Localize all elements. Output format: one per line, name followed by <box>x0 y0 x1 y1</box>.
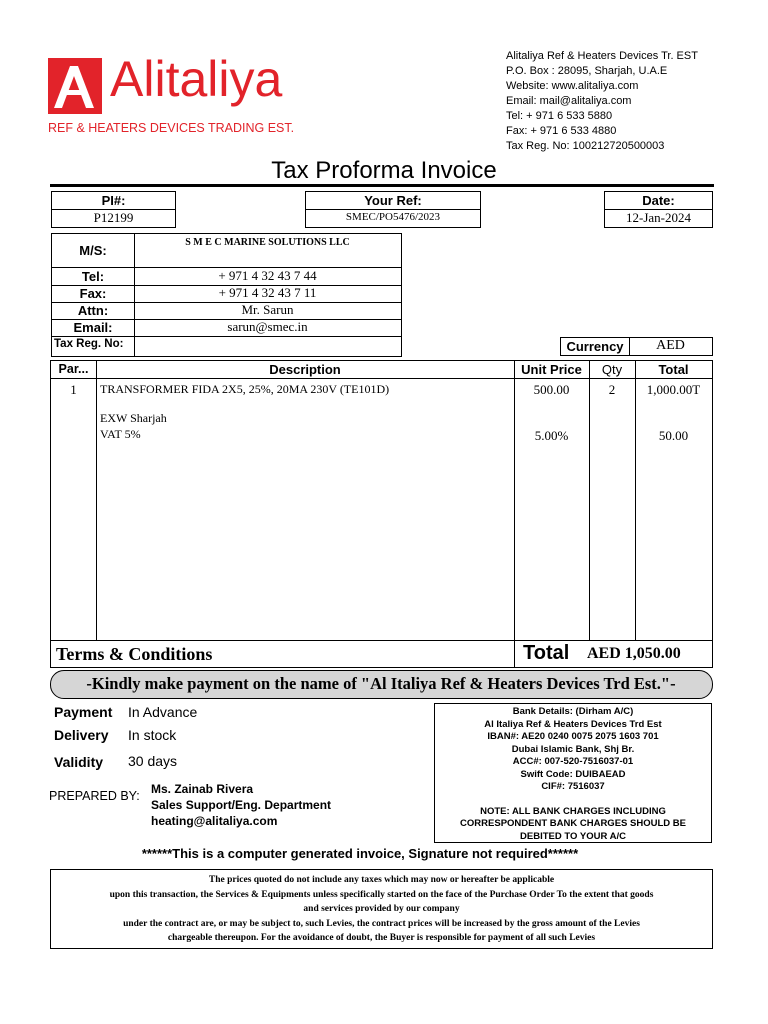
pi-value: P12199 <box>93 210 134 225</box>
row-part: 1 <box>70 382 77 397</box>
tel-value: + 971 4 32 43 7 44 <box>218 268 317 283</box>
currency-label: Currency <box>566 339 624 354</box>
attn-label: Attn: <box>77 303 109 318</box>
bank-line: Bank Details: (Dirham A/C) <box>512 706 634 717</box>
disclaimer-line: The prices quoted do not include any taxes which may now or hereafter be applicable <box>208 875 555 885</box>
company-email: Email: mail@alitaliya.com <box>506 95 632 107</box>
payment-banner <box>50 670 713 699</box>
total-value: AED 1,050.00 <box>587 645 681 662</box>
your-ref-label: Your Ref: <box>364 193 422 208</box>
bank-note: NOTE: ALL BANK CHARGES INCLUDING <box>480 805 666 817</box>
currency-box <box>560 337 713 356</box>
email-label: Email: <box>73 320 113 335</box>
title-rule <box>50 184 714 187</box>
col-header-qty: Qty <box>601 362 623 377</box>
payment-value: In Advance <box>128 704 198 720</box>
tax-reg-label: Tax Reg. No: <box>54 338 124 350</box>
currency-value: AED <box>656 338 685 353</box>
bank-note: CORRESPONDENT BANK CHARGES SHOULD BE <box>460 818 686 829</box>
customer-block <box>51 233 402 357</box>
ms-value: S M E C MARINE SOLUTIONS LLC <box>185 237 350 248</box>
fax-label: Fax: <box>79 286 107 301</box>
bank-note: DEBITED TO YOUR A/C <box>520 830 626 842</box>
items-table <box>50 360 713 641</box>
company-tel: Tel: + 971 6 533 5880 <box>506 110 613 122</box>
bank-line: Al Italiya Ref & Heaters Devices Trd Est <box>484 718 662 730</box>
disclaimer-line: and services provided by our company <box>303 904 460 914</box>
row-unit-price: 500.00 <box>533 382 570 397</box>
alitaliya-emblem-icon <box>48 58 102 114</box>
bank-swift: Swift Code: DUIBAEAD <box>520 768 626 780</box>
prepared-by-label: PREPARED BY: <box>49 789 140 803</box>
date-value: 12-Jan-2024 <box>626 210 691 225</box>
attn-value: Mr. Sarun <box>241 302 294 317</box>
col-header-description: Description <box>269 362 341 377</box>
delivery-value: In stock <box>128 727 177 743</box>
company-name: Alitaliya Ref & Heaters Devices Tr. EST <box>506 50 698 62</box>
disclaimer-line: chargeable thereupon. For the avoidance of doubt, the Buyer is responsible for payment of all such Levies <box>167 933 596 943</box>
row-description: EXW Sharjah <box>100 411 167 425</box>
payment-label: Payment <box>54 704 113 720</box>
col-header-total: Total <box>658 362 689 377</box>
delivery-label: Delivery <box>54 727 109 743</box>
terms-title: Terms & Conditions <box>56 644 213 664</box>
company-fax: Fax: + 971 6 533 4880 <box>506 125 617 137</box>
prepared-by-block <box>151 781 331 829</box>
payment-banner-text: -Kindly make payment on the name of "Al Italiya Ref & Heaters Devices Trd Est."- <box>86 674 676 693</box>
pi-box <box>51 191 176 228</box>
bank-account: ACC#: 007-520-7516037-01 <box>512 756 634 767</box>
row-total: 1,000.00T <box>646 382 701 397</box>
disclaimer-box <box>50 869 713 949</box>
prepared-by-email: heating@alitaliya.com <box>151 814 278 828</box>
row-description: VAT 5% <box>100 427 141 441</box>
prepared-by-name: Ms. Zainab Rivera <box>151 782 254 796</box>
pi-label: PI#: <box>101 193 126 208</box>
bank-cif: CIF#: 7516037 <box>541 781 605 792</box>
page-title: Tax Proforma Invoice <box>271 157 497 184</box>
brand-tagline: REF & HEATERS DEVICES TRADING EST. <box>48 121 295 135</box>
bank-line: Dubai Islamic Bank, Shj Br. <box>511 743 635 755</box>
bank-iban: IBAN#: AE20 0240 0075 2075 1603 701 <box>487 731 659 742</box>
col-header-part: Par... <box>58 362 89 376</box>
computer-generated-note: ******This is a computer generated invoice, Signature not required****** <box>141 846 579 861</box>
terms-total-row <box>50 640 713 668</box>
date-box <box>604 191 713 228</box>
validity-label: Validity <box>54 754 104 770</box>
prepared-by-dept: Sales Support/Eng. Department <box>151 798 332 812</box>
row-total: 50.00 <box>658 428 689 443</box>
ms-label: M/S: <box>79 243 107 258</box>
validity-value: 30 days <box>128 753 178 769</box>
row-qty: 2 <box>608 382 616 397</box>
col-header-unit-price: Unit Price <box>521 362 582 377</box>
company-tax-reg: Tax Reg. No: 100212720500003 <box>506 140 665 152</box>
disclaimer-line: upon this transaction, the Services & Equipments unless specifically started on the face of the Purchase Order To the extent that goods <box>109 889 654 900</box>
your-ref-box <box>305 191 481 228</box>
date-label: Date: <box>642 193 675 208</box>
tel-label: Tel: <box>81 269 105 284</box>
email-value: sarun@smec.in <box>227 319 308 334</box>
company-website: Website: www.alitaliya.com <box>506 80 639 92</box>
brand-name: Alitaliya <box>110 51 283 107</box>
fax-value: + 971 4 32 43 7 11 <box>218 285 317 300</box>
company-address <box>506 49 698 154</box>
your-ref-value: SMEC/PO5476/2023 <box>345 211 441 223</box>
disclaimer-line: under the contract are, or may be subject to, such Levies, the contract prices will be increased by the gross amount of the Levies <box>123 918 640 929</box>
company-po-box: P.O. Box : 28095, Sharjah, U.A.E <box>506 65 668 77</box>
bank-details-box <box>434 703 712 843</box>
row-description: TRANSFORMER FIDA 2X5, 25%, 20MA 230V (TE101D) <box>100 382 390 396</box>
company-logo <box>48 51 318 140</box>
row-unit-price: 5.00% <box>534 428 569 443</box>
total-label: Total <box>523 642 570 664</box>
